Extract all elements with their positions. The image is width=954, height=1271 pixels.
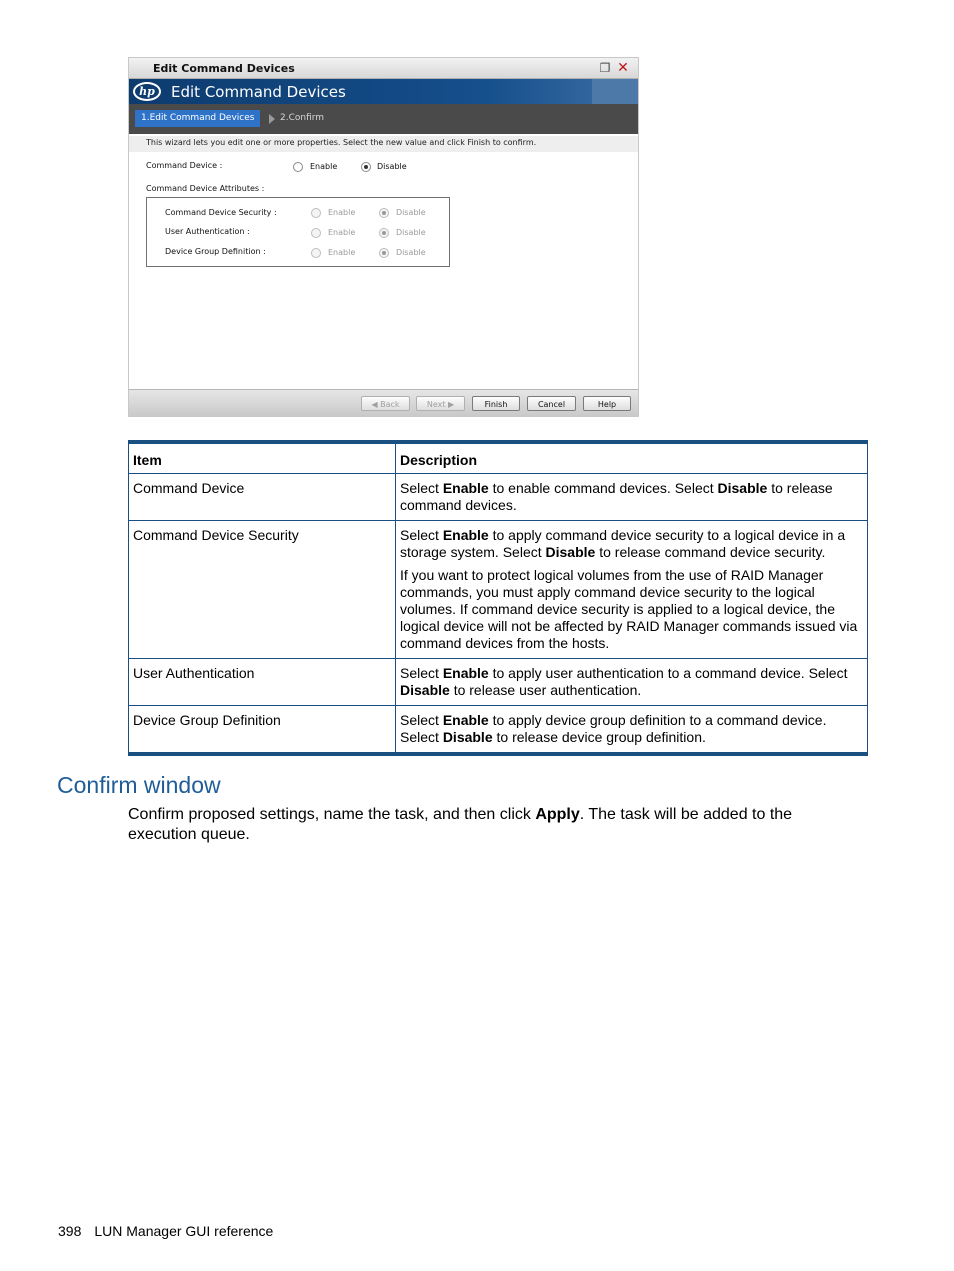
next-button[interactable] (416, 396, 465, 411)
table-row (129, 706, 868, 755)
restore-icon[interactable]: ❐ (599, 61, 611, 75)
back-arrow-icon: ◀ (371, 400, 378, 409)
description-paragraph: If you want to protect logical volumes from the use of RAID Manager commands, you must apply command device security to the logical volumes. If command device security is applied to a logical device, the logical device will not be affected by RAID Manager commands issued via command devices from the hosts. (400, 567, 858, 651)
attr-security-enable-label: Enable (328, 208, 356, 217)
window-title: Edit Command Devices (153, 62, 295, 75)
description-paragraph: Select Enable to apply device group definition to a command device. Select Disable to release device group definition. (400, 712, 827, 745)
command-device-disable-radio[interactable] (361, 162, 371, 172)
item-cell: Command Device (129, 474, 396, 521)
next-arrow-icon: ▶ (448, 400, 455, 409)
step-confirm[interactable]: 2.Confirm (280, 113, 325, 123)
attr-security-label: Command Device Security : (165, 208, 277, 217)
step-arrow-icon (269, 114, 275, 124)
footer-section-title: LUN Manager GUI reference (94, 1223, 274, 1239)
section-paragraph: Confirm proposed settings, name the task, and then click Apply. The task will be added to the execution queue. (128, 806, 793, 843)
command-device-enable-radio[interactable] (293, 162, 303, 172)
attr-device-group-disable-label: Disable (396, 248, 426, 257)
back-button-label: Back (380, 400, 400, 409)
attr-user-auth-enable-radio[interactable] (311, 228, 321, 238)
table-header-row (129, 442, 868, 474)
description-cell (396, 706, 868, 755)
command-device-disable-label[interactable]: Disable (377, 162, 407, 171)
description-paragraph: Select Enable to enable command devices. Select Disable to release command devices. (400, 480, 833, 513)
command-device-attributes-box (146, 197, 450, 267)
item-cell: Command Device Security (129, 521, 396, 659)
cancel-button[interactable]: Cancel (527, 396, 576, 411)
command-device-label: Command Device : (146, 161, 223, 170)
attr-device-group-enable-label: Enable (328, 248, 356, 257)
banner-title: Edit Command Devices (171, 83, 346, 101)
description-paragraph: Select Enable to apply user authentication to a command device. Select Disable to release user authentication. (400, 665, 848, 698)
back-button[interactable] (361, 396, 410, 411)
column-header-description: Description (396, 442, 868, 474)
next-button-label: Next (426, 400, 446, 409)
step-edit-command-devices[interactable]: 1.Edit Command Devices (135, 110, 260, 127)
close-icon[interactable]: ✕ (617, 60, 629, 76)
column-header-item: Item (129, 442, 396, 474)
banner-accent (592, 79, 638, 104)
page-footer (58, 1223, 273, 1239)
wizard-description: This wizard lets you edit one or more properties. Select the new value and click Finish to confirm. (146, 138, 537, 147)
edit-command-devices-window (128, 57, 639, 417)
wizard-footer (129, 389, 638, 416)
attr-security-disable-label: Disable (396, 208, 426, 217)
item-cell: User Authentication (129, 659, 396, 706)
attr-user-auth-disable-radio[interactable] (379, 228, 389, 238)
attr-device-group-disable-radio[interactable] (379, 248, 389, 258)
description-cell (396, 659, 868, 706)
section-heading: Confirm window (57, 772, 221, 798)
item-cell: Device Group Definition (129, 706, 396, 755)
wizard-description-bar (129, 136, 638, 152)
description-paragraph: Select Enable to apply command device security to a logical device in a storage system. Select Disable to release command device security. (400, 527, 846, 560)
finish-button[interactable]: Finish (472, 396, 520, 411)
items-table (128, 440, 868, 756)
wizard-steps (129, 104, 638, 134)
attr-user-auth-label: User Authentication : (165, 227, 250, 236)
table-row (129, 521, 868, 659)
command-device-enable-label[interactable]: Enable (310, 162, 338, 171)
hp-logo: hp (133, 82, 161, 101)
command-device-attributes-label: Command Device Attributes : (146, 184, 265, 193)
page-number: 398 (58, 1223, 82, 1239)
table-row (129, 474, 868, 521)
wizard-banner (129, 79, 638, 104)
window-titlebar (129, 58, 638, 79)
attr-device-group-label: Device Group Definition : (165, 247, 266, 256)
table-row (129, 659, 868, 706)
attr-device-group-enable-radio[interactable] (311, 248, 321, 258)
description-cell (396, 474, 868, 521)
help-button[interactable]: Help (583, 396, 631, 411)
attr-security-disable-radio[interactable] (379, 208, 389, 218)
attr-security-enable-radio[interactable] (311, 208, 321, 218)
attr-user-auth-enable-label: Enable (328, 228, 356, 237)
attr-user-auth-disable-label: Disable (396, 228, 426, 237)
description-cell (396, 521, 868, 659)
